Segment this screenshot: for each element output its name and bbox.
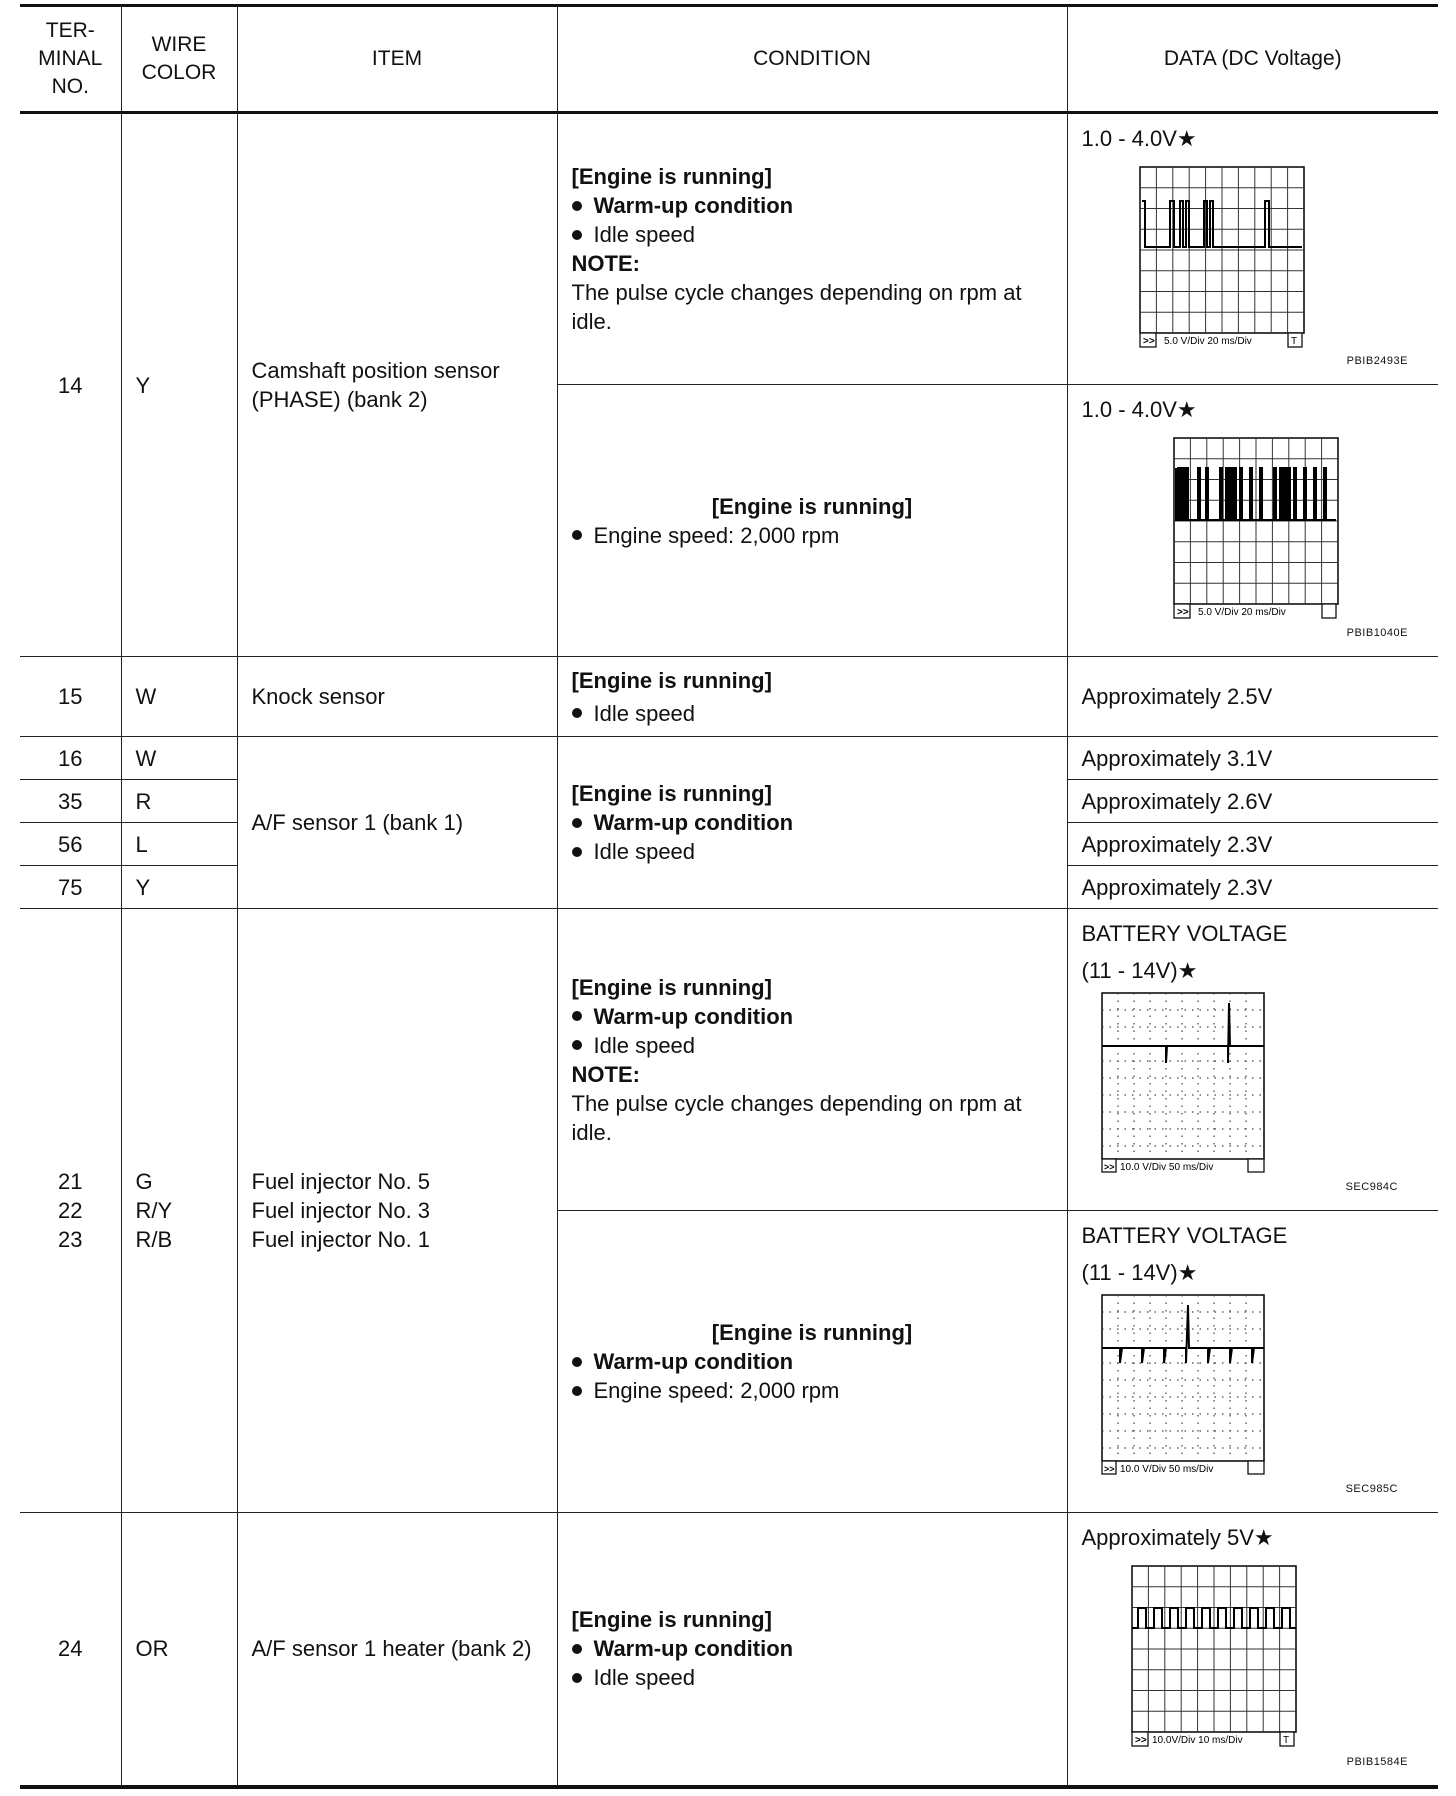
condition-cell (557, 385, 1067, 657)
wire-cell: Y (121, 866, 237, 909)
note-label: NOTE: (571, 251, 640, 276)
condition-bullet: Warm-up condition (572, 191, 1053, 220)
condition-title: [Engine is running] (571, 667, 772, 693)
bullet-icon (572, 1673, 582, 1683)
bullet-icon (572, 708, 582, 718)
svg-text:T: T (1290, 336, 1297, 347)
condition-title: [Engine is running] (711, 493, 913, 519)
condition-cell (557, 909, 1067, 1211)
item-cell: Fuel injector No. 5 Fuel injector No. 3 Fuel injector No. 1 (237, 909, 557, 1513)
condition-cell (557, 1211, 1067, 1513)
svg-text:>>: >> (1176, 607, 1189, 618)
svg-text:>>: >> (1103, 1464, 1115, 1474)
table-row (20, 657, 1438, 737)
bullet-icon (572, 847, 582, 857)
table-row (20, 1513, 1438, 1787)
note-text: The pulse cycle changes depending on rpm at idle. (571, 280, 1022, 334)
item-cell: A/F sensor 1 (bank 1) (237, 737, 557, 909)
condition-bullet: Idle speed (572, 699, 1053, 728)
terminal-cell: 21 22 23 (20, 909, 121, 1513)
svg-text:10.0V/Div 10 ms/Div: 10.0V/Div 10 ms/Div (1151, 1735, 1243, 1746)
terminal-cell: 14 (20, 113, 121, 657)
table-header (20, 6, 1438, 113)
wire-cell: L (121, 823, 237, 866)
data-value-line2: (11 - 14V)★ (1081, 958, 1198, 983)
condition-bullet: Idle speed (572, 220, 1053, 249)
wire-cell: Y (121, 113, 237, 657)
table-row (20, 737, 1438, 780)
wire-cell: R (121, 780, 237, 823)
table-row (20, 909, 1438, 1211)
header-wire-color: WIRE COLOR (121, 6, 237, 113)
svg-text:>>: >> (1142, 336, 1155, 347)
svg-text:10.0 V/Div 50 ms/Div: 10.0 V/Div 50 ms/Div (1119, 1464, 1213, 1475)
item-cell: A/F sensor 1 heater (bank 2) (237, 1513, 557, 1787)
item-cell: Knock sensor (237, 657, 557, 737)
star-icon: ★ (1176, 126, 1197, 151)
oscilloscope-waveform (1082, 1291, 1382, 1481)
svg-text:>>: >> (1134, 1735, 1147, 1746)
terminal-cell: 15 (20, 657, 121, 737)
condition-title: [Engine is running] (571, 1607, 772, 1633)
condition-cell (557, 1513, 1067, 1787)
data-value: 1.0 - 4.0V★ (1081, 126, 1197, 151)
data-value: Approximately 5V★ (1081, 1525, 1274, 1550)
header-condition: CONDITION (557, 6, 1067, 113)
bullet-icon (572, 1644, 582, 1654)
figure-id: PBIB1584E (1346, 1755, 1408, 1768)
data-cell (1067, 385, 1438, 657)
data-value-line1: BATTERY VOLTAGE (1081, 921, 1288, 946)
note-label: NOTE: (571, 1061, 640, 1087)
wire-cell: G R/Y R/B (121, 909, 237, 1513)
condition-title: [Engine is running] (571, 164, 772, 189)
terminal-cell: 24 (20, 1513, 121, 1787)
condition-title: [Engine is running] (571, 974, 772, 1000)
condition-bullet: Idle speed (572, 1663, 1053, 1692)
data-cell: Approximately 2.5V (1067, 657, 1438, 737)
terminal-cell: 16 (20, 737, 121, 780)
bullet-icon (572, 1386, 582, 1396)
data-cell (1067, 1513, 1438, 1787)
condition-title: [Engine is running] (571, 781, 772, 806)
condition-bullet: Warm-up condition (572, 1002, 1053, 1031)
data-value-line2: (11 - 14V)★ (1081, 1260, 1198, 1285)
data-cell (1067, 1211, 1438, 1513)
star-icon: ★ (1253, 1525, 1274, 1550)
svg-text:5.0 V/Div 20 ms/Div: 5.0 V/Div 20 ms/Div (1163, 336, 1252, 347)
data-value: 1.0 - 4.0V★ (1081, 397, 1197, 422)
data-cell: Approximately 2.6V (1067, 780, 1438, 823)
condition-bullet: Idle speed (572, 837, 1053, 866)
terminal-cell: 75 (20, 866, 121, 909)
oscilloscope-waveform (1082, 157, 1382, 357)
svg-text:>>: >> (1103, 1162, 1115, 1172)
bullet-icon (572, 1011, 582, 1021)
data-cell (1067, 113, 1438, 385)
terminal-table (20, 4, 1438, 1789)
data-cell: Approximately 3.1V (1067, 737, 1438, 780)
figure-id: PBIB2493E (1346, 355, 1408, 367)
svg-text:5.0 V/Div 20 ms/Div: 5.0 V/Div 20 ms/Div (1197, 607, 1286, 618)
oscilloscope-waveform (1082, 989, 1382, 1179)
figure-id: SEC985C (1345, 1483, 1398, 1495)
svg-text:10.0 V/Div 50 ms/Div: 10.0 V/Div 50 ms/Div (1119, 1162, 1213, 1173)
wire-cell: W (121, 657, 237, 737)
oscilloscope-waveform (1082, 1556, 1382, 1756)
bullet-icon (572, 1357, 582, 1367)
data-cell: Approximately 2.3V (1067, 823, 1438, 866)
condition-bullet: Warm-up condition (572, 1347, 1053, 1376)
star-icon: ★ (1177, 1260, 1198, 1285)
terminal-cell: 35 (20, 780, 121, 823)
bullet-icon (572, 530, 582, 540)
header-terminal: TER- MINAL NO. (20, 6, 121, 113)
item-cell: Camshaft position sensor (PHASE) (bank 2) (237, 113, 557, 657)
bullet-icon (572, 230, 582, 240)
svg-text:T: T (1282, 1735, 1289, 1746)
figure-id: PBIB1040E (1346, 627, 1408, 639)
data-cell (1067, 909, 1438, 1211)
header-data: DATA (DC Voltage) (1067, 6, 1438, 113)
condition-cell (557, 113, 1067, 385)
table-row (20, 113, 1438, 385)
figure-id: SEC984C (1345, 1181, 1398, 1193)
bullet-icon (572, 818, 582, 828)
star-icon: ★ (1177, 958, 1198, 983)
terminal-cell: 56 (20, 823, 121, 866)
data-value-line1: BATTERY VOLTAGE (1081, 1223, 1288, 1248)
condition-bullet: Warm-up condition (572, 808, 1053, 837)
header-item: ITEM (237, 6, 557, 113)
oscilloscope-waveform (1082, 428, 1382, 628)
condition-bullet: Engine speed: 2,000 rpm (572, 521, 1053, 550)
wire-cell: W (121, 737, 237, 780)
bullet-icon (572, 1040, 582, 1050)
wire-cell: OR (121, 1513, 237, 1787)
condition-bullet: Idle speed (572, 1031, 1053, 1060)
condition-title: [Engine is running] (711, 1320, 913, 1345)
note-text: The pulse cycle changes depending on rpm at idle. (571, 1090, 1022, 1145)
condition-cell (557, 737, 1067, 909)
condition-cell (557, 657, 1067, 737)
bullet-icon (572, 201, 582, 211)
data-cell: Approximately 2.3V (1067, 866, 1438, 909)
condition-bullet: Engine speed: 2,000 rpm (572, 1376, 1053, 1405)
condition-bullet: Warm-up condition (572, 1634, 1053, 1663)
star-icon: ★ (1176, 397, 1197, 422)
